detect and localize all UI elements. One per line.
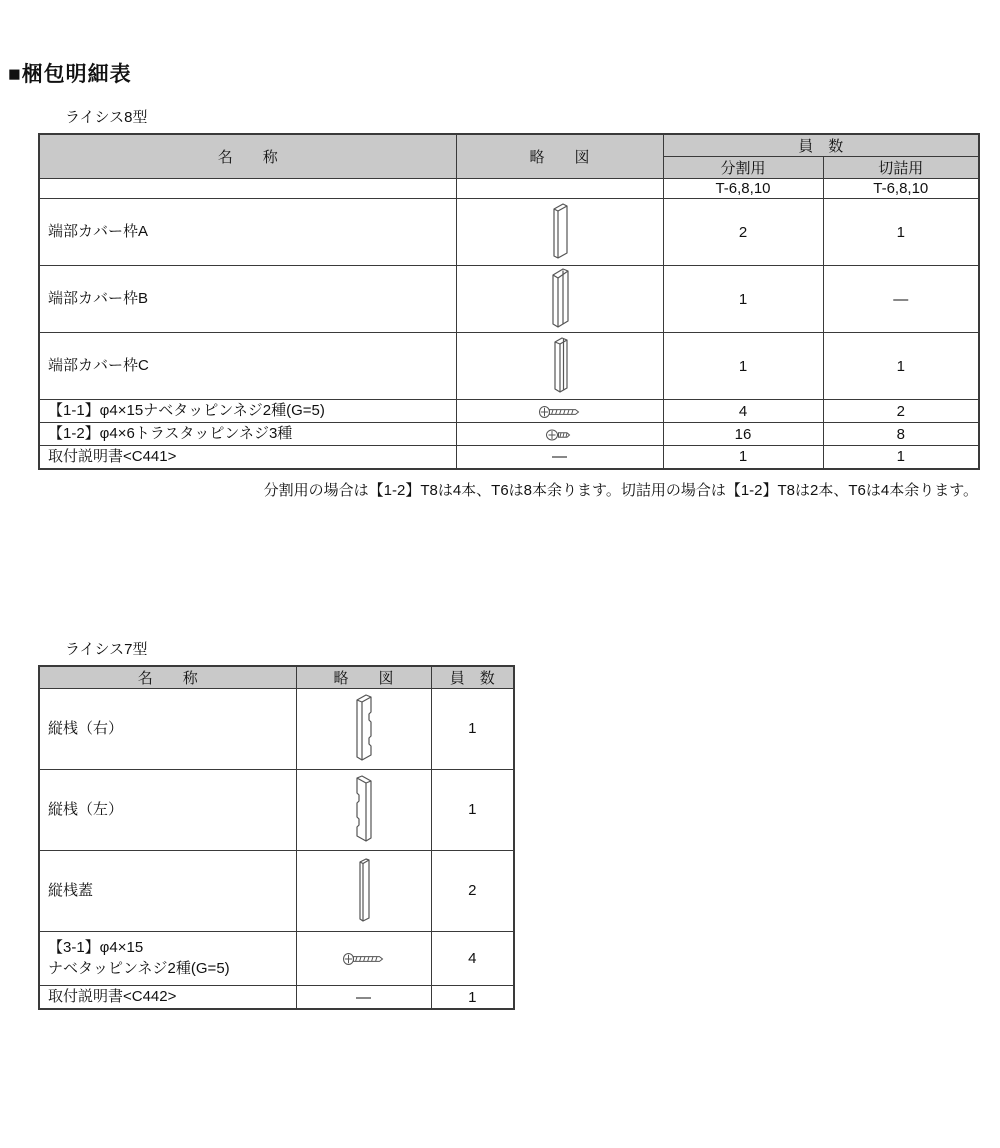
part-name-cell: 端部カバー枠A: [39, 199, 456, 266]
sketch-cell: [296, 850, 431, 931]
col-header-quantity: 員 数: [663, 134, 979, 157]
col-header-empty: [39, 179, 456, 199]
quantity-cell: 2: [431, 850, 514, 931]
table-row: [39, 423, 979, 446]
table8-body: [39, 199, 979, 469]
table-row: [39, 333, 979, 400]
col-header-name: 名 称: [39, 666, 296, 689]
col-header-sketch: 略 図: [296, 666, 431, 689]
table-row: [39, 199, 979, 266]
quantity-cell: 1: [663, 446, 823, 469]
quantity-cell: 2: [663, 199, 823, 266]
table7-caption: ライシス7型: [65, 640, 148, 658]
quantity-cell: 4: [431, 931, 514, 985]
truss-screw-icon: [545, 426, 575, 443]
sketch-cell: [456, 333, 663, 400]
sketch-cell: [456, 400, 663, 423]
sketch-cell: [296, 769, 431, 850]
table7-body: [39, 688, 514, 1009]
part-name-cell: 【3-1】φ4×15 ナベタッピンネジ2種(G=5): [39, 931, 296, 985]
pan-screw-icon: [538, 403, 582, 420]
table8-section: [38, 106, 1000, 500]
part-name-cell: 取付説明書<C441>: [39, 446, 456, 469]
table-row: [39, 266, 979, 333]
quantity-cell: 1: [823, 446, 979, 469]
quantity-cell: 1: [823, 333, 979, 400]
table7-section: [38, 638, 1000, 1011]
packing-table-type7: [38, 665, 515, 1011]
part-name-cell: 取付説明書<C442>: [39, 985, 296, 1009]
col-header-sketch: 略 図: [456, 134, 663, 179]
packing-table-type8: [38, 133, 980, 470]
part-name-cell: 端部カバー枠C: [39, 333, 456, 400]
quantity-cell: 16: [663, 423, 823, 446]
page-title: ■梱包明細表: [8, 63, 132, 86]
channel-profile-b-icon: [546, 290, 574, 307]
channel-profile-c-icon: [546, 357, 574, 374]
col-header-name: 名 称: [39, 134, 456, 179]
quantity-cell: 1: [663, 333, 823, 400]
sketch-cell: [296, 931, 431, 985]
table-row: [39, 931, 514, 985]
quantity-cell: 1: [823, 199, 979, 266]
part-name-cell: 【1-1】φ4×15ナベタッピンネジ2種(G=5): [39, 400, 456, 423]
pan-screw-icon: [342, 950, 386, 967]
col-header-split-model: T-6,8,10: [663, 179, 823, 199]
quantity-cell: 1: [431, 769, 514, 850]
quantity-cell: 2: [823, 400, 979, 423]
quantity-cell: 4: [663, 400, 823, 423]
col-header-empty: [456, 179, 663, 199]
quantity-cell: ―: [823, 266, 979, 333]
vertical-rail-left-icon: [349, 801, 379, 818]
sketch-cell: [456, 199, 663, 266]
col-header-cut-model: T-6,8,10: [823, 179, 979, 199]
sketch-cell: [456, 423, 663, 446]
no-sketch-dash: ―: [456, 446, 663, 469]
sketch-cell: [456, 266, 663, 333]
quantity-cell: 8: [823, 423, 979, 446]
table-row: [39, 769, 514, 850]
part-name-cell: 縦桟蓋: [39, 850, 296, 931]
col-header-cut: 切詰用: [823, 157, 979, 179]
quantity-cell: 1: [431, 688, 514, 769]
table-row: [39, 400, 979, 423]
part-name-cell: 縦桟（左）: [39, 769, 296, 850]
sketch-cell: [296, 688, 431, 769]
part-name-cell: 【1-2】φ4×6トラスタッピンネジ3種: [39, 423, 456, 446]
channel-profile-a-icon: [546, 223, 574, 240]
part-name-cell: 縦桟（右）: [39, 688, 296, 769]
no-sketch-dash: ―: [296, 985, 431, 1009]
part-name-cell: 端部カバー枠B: [39, 266, 456, 333]
quantity-cell: 1: [431, 985, 514, 1009]
table8-caption: ライシス8型: [65, 109, 148, 126]
table8-note: 分割用の場合は【1-2】T8は4本、T6は8本余ります。切詰用の場合は【1-2】T8は2本、T6は4本余ります。: [263, 481, 978, 499]
table-row: [39, 688, 514, 769]
quantity-cell: 1: [663, 266, 823, 333]
table-row: [39, 850, 514, 931]
table-row: [39, 446, 979, 469]
col-header-quantity: 員 数: [431, 666, 514, 689]
rail-cover-icon: [354, 882, 374, 899]
table-row: [39, 985, 514, 1009]
col-header-split: 分割用: [663, 157, 823, 179]
vertical-rail-right-icon: [349, 720, 379, 737]
